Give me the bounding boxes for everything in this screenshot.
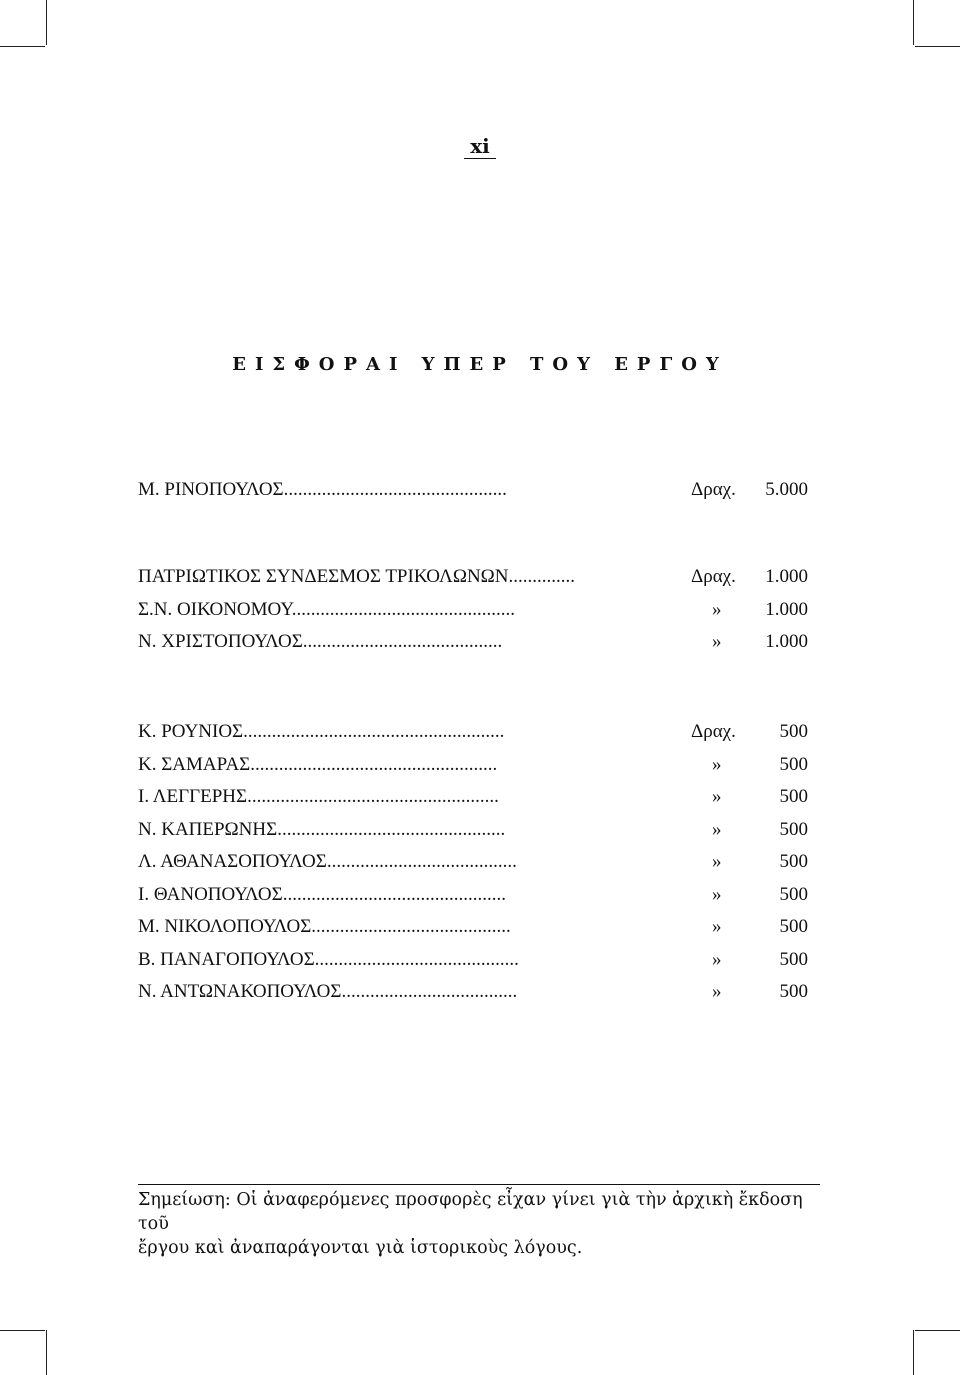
crop-mark	[46, 0, 47, 45]
contribution-row	[138, 474, 818, 507]
currency-unit: »	[712, 981, 722, 1002]
footnote-line: Σημείωση: Οἱ ἀναφερόμενες προσφορὲς εἶχαν γίνει γιὰ τὴν ἀρχικὴ ἔκδοση τοῦ	[138, 1190, 803, 1234]
contribution-row	[138, 716, 818, 749]
leader-dots: ................................................	[277, 818, 506, 840]
contribution-amount: 500	[779, 916, 808, 937]
contribution-row	[138, 879, 818, 912]
contributor-name	[138, 814, 668, 847]
leader-dots: .....................................................	[247, 786, 499, 807]
contribution-amount: 1.000	[765, 631, 808, 652]
contributor-name	[138, 716, 668, 749]
crop-mark	[913, 1330, 914, 1375]
contributor-name-text: ΠΑΤΡΙΩΤΙΚΟΣ ΣΥΝΔΕΣΜΟΣ ΤΡΙΚΟΛΩΝΩΝ	[138, 566, 509, 587]
contribution-amount: 500	[779, 753, 808, 775]
contribution-row	[138, 976, 818, 1009]
contributor-name	[138, 846, 668, 879]
contribution-amount: 500	[779, 883, 808, 905]
contribution-row	[138, 594, 818, 627]
contribution-row	[138, 561, 818, 594]
contributor-name-text: Ν. ΚΑΠΕΡΩΝΗΣ	[138, 818, 278, 840]
page-heading: ΕΙΣΦΟΡΑΙ ΥΠΕΡ ΤΟΥ ΕΡΓΟΥ	[232, 354, 728, 375]
contributor-name-text: Κ. ΣΑΜΑΡΑΣ	[138, 753, 251, 775]
leader-dots: .......................................................	[243, 721, 505, 742]
contribution-row	[138, 944, 818, 977]
contributions-group	[138, 561, 818, 659]
contributor-name-text: Σ.Ν. ΟΙΚΟΝΟΜΟΥ	[138, 598, 292, 620]
currency-unit: »	[712, 851, 722, 872]
currency-unit: »	[712, 916, 722, 937]
contribution-row	[138, 814, 818, 847]
crop-mark	[0, 1330, 45, 1331]
contribution-amount: 500	[779, 721, 808, 742]
crop-mark	[915, 1330, 960, 1331]
crop-mark	[0, 46, 45, 47]
contributor-name-text: Μ. ΝΙΚΟΛΟΠΟΥΛΟΣ	[138, 916, 312, 937]
contribution-row	[138, 781, 818, 814]
contribution-amount: 500	[779, 818, 808, 840]
contributor-name-text: Ι. ΘΑΝΟΠΟΥΛΟΣ	[138, 883, 283, 905]
leader-dots: ....................................................	[250, 753, 498, 775]
contribution-amount: 500	[779, 948, 808, 970]
contributor-name	[138, 879, 668, 912]
contributor-name	[138, 781, 668, 814]
leader-dots: ........................................	[326, 851, 517, 872]
contributor-name-text: Β. ΠΑΝΑΓΟΠΟΥΛΟΣ	[138, 948, 315, 970]
contribution-row	[138, 626, 818, 659]
contributions-group	[138, 716, 818, 1009]
contribution-amount: 500	[779, 981, 808, 1002]
contributor-name	[138, 911, 668, 944]
contributor-name-text: Λ. ΑΘΑΝΑΣΟΠΟΥΛΟΣ	[138, 851, 327, 872]
contributor-name	[138, 749, 668, 782]
contributor-name-text: Ι. ΛΕΓΓΕΡΗΣ	[138, 786, 248, 807]
contribution-amount: 1.000	[765, 598, 808, 620]
currency-unit: Δραχ.	[691, 566, 736, 587]
contributions-group	[138, 474, 818, 507]
contributor-name	[138, 561, 668, 594]
leader-dots: ..........................................	[302, 631, 503, 652]
currency-unit: »	[712, 818, 722, 840]
page-number: xi	[464, 134, 496, 159]
leader-dots: ...........................................	[314, 948, 519, 970]
footnote-rule	[138, 1184, 820, 1185]
contributor-name	[138, 626, 668, 659]
currency-unit: Δραχ.	[691, 479, 736, 500]
currency-unit: »	[712, 948, 722, 970]
crop-mark	[46, 1330, 47, 1375]
contributor-name	[138, 474, 668, 507]
contribution-row	[138, 749, 818, 782]
contributor-name	[138, 944, 668, 977]
leader-dots: ...............................................	[283, 479, 507, 500]
footnote	[138, 1188, 828, 1260]
contribution-amount: 1.000	[765, 566, 808, 587]
contribution-amount: 500	[779, 851, 808, 872]
leader-dots: ..........................................	[311, 916, 511, 937]
contribution-amount: 5.000	[765, 479, 808, 500]
currency-unit: Δραχ.	[691, 721, 736, 742]
currency-unit: »	[712, 598, 722, 620]
footnote-line: ἔργου καὶ ἀναπαράγονται γιὰ ἱστορικοὺς λόγους.	[138, 1238, 583, 1258]
crop-mark	[915, 46, 960, 47]
contribution-amount: 500	[779, 786, 808, 807]
currency-unit: »	[712, 786, 722, 807]
contributor-name-text: Ν. ΧΡΙΣΤΟΠΟΥΛΟΣ	[138, 631, 303, 652]
contributor-name	[138, 594, 668, 627]
contributor-name-text: Κ. ΡΟΥΝΙΟΣ	[138, 721, 244, 742]
contributor-name-text: Μ. ΡΙΝΟΠΟΥΛΟΣ	[138, 479, 284, 500]
contributor-name-text: Ν. ΑΝΤΩΝΑΚΟΠΟΥΛΟΣ	[138, 981, 342, 1002]
contributor-name	[138, 976, 668, 1009]
leader-dots: ..............	[508, 566, 575, 587]
leader-dots: ...............................................	[282, 883, 506, 905]
contribution-row	[138, 911, 818, 944]
currency-unit: »	[712, 631, 722, 652]
leader-dots: ...............................................	[291, 598, 515, 620]
contribution-row	[138, 846, 818, 879]
leader-dots: .....................................	[341, 981, 518, 1002]
currency-unit: »	[712, 883, 722, 905]
currency-unit: »	[712, 753, 722, 775]
crop-mark	[913, 0, 914, 45]
